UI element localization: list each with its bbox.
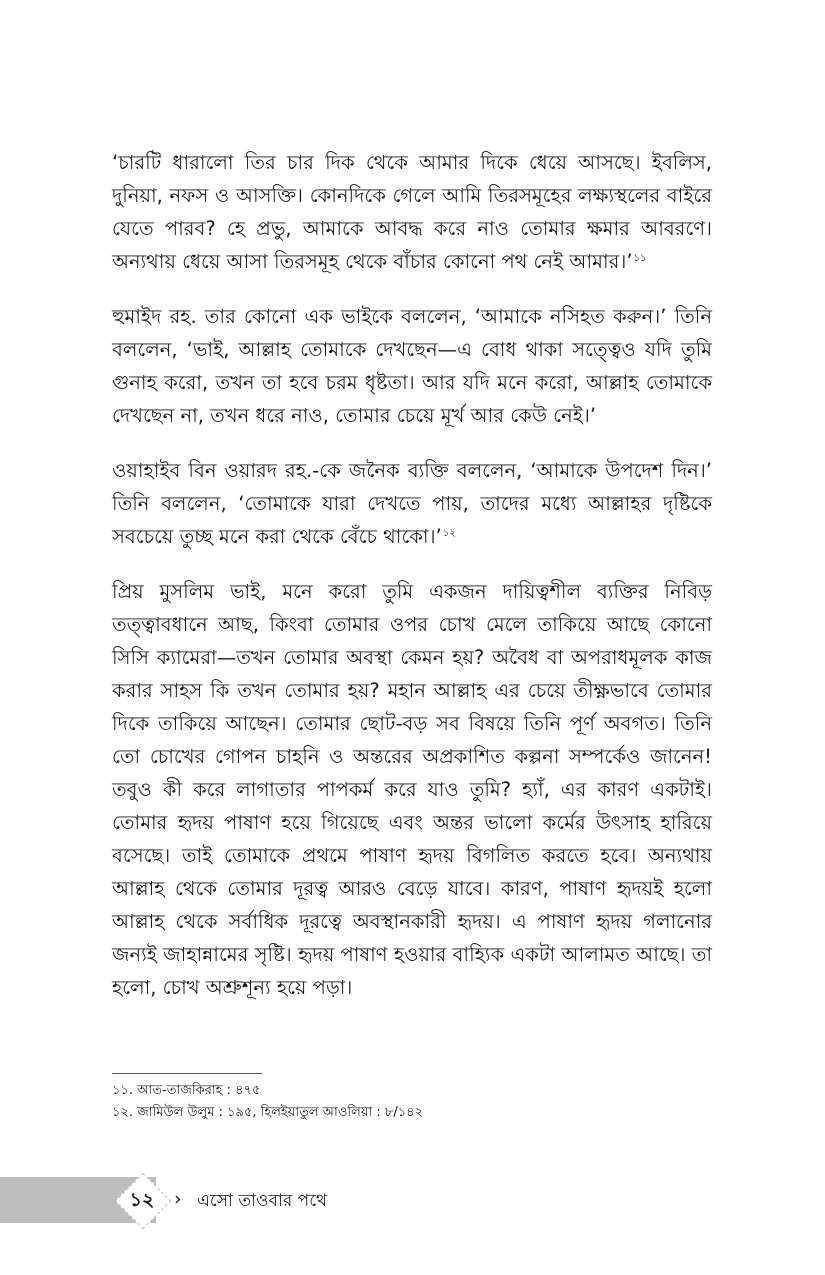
paragraph-4 xyxy=(112,575,712,1004)
footnote-12: ১২. জামিউল উলুম : ১৯৫, হিলইয়াতুল আওলিয়া : ৮/১৪২ xyxy=(112,1105,424,1120)
paragraph-text: ‘চারটি ধারালো তির চার দিক থেকে আমার দিকে ধেয়ে আসছে। ইবলিস, দুনিয়া, নফস ও আসক্তি। কোনদিকে গেলে আমি তিরসমূহের লক্ষ্যস্থলের বাইরে যেতে পারব? হে প্রভু, আমাকে আবদ্ধ করে নাও তোমার ক্ষমার আবরণে। অন্যথায় ধেয়ে আসা তিরসমূহ থেকে বাঁচার কোনো পথ নেই আমার।’ xyxy=(112,151,712,273)
chevron-right-icon: › xyxy=(174,1188,182,1210)
footnotes xyxy=(112,1080,712,1124)
footnote-11: ১১. আত-তাজকিরাহ : ৪৭৫ xyxy=(112,1083,261,1098)
running-book-title: এসো তাওবার পথে xyxy=(197,1191,328,1211)
paragraph-1 xyxy=(112,146,712,278)
paragraph-text: ওয়াহাইব বিন ওয়ারদ রহ.-কে জনৈক ব্যক্তি বললেন, ‘আমাকে উপদেশ দিন।’ তিনি বললেন, ‘তোমাকে যারা দেখতে পায়, তাদের মধ্যে আল্লাহর দৃষ্টিকে সবচেয়ে তুচ্ছ মনে করা থেকে বেঁচে থাকো।’ xyxy=(112,459,712,548)
page-body xyxy=(112,146,712,1026)
footnote-divider xyxy=(112,1073,262,1074)
footnote-ref[interactable]: ১১ xyxy=(633,252,647,264)
footnote-ref[interactable]: ১২ xyxy=(442,527,456,539)
page-number: ১২ xyxy=(129,1189,155,1211)
paragraph-text: প্রিয় মুসলিম ভাই, মনে করো তুমি একজন দায়িত্বশীল ব্যক্তির নিবিড় তত্ত্বাবধানে আছ, কিংবা তোমার ওপর চোখ মেলে তাকিয়ে আছে কোনো সিসি ক্যামেরা—তখন তোমার অবস্থা কেমন হয়? অবৈধ বা অপরাধমূলক কাজ করার সাহস কি তখন তোমার হয়? মহান আল্লাহ এর চেয়ে তীক্ষ্ণভাবে তোমার দিকে তাকিয়ে আছেন। তোমার ছোট-বড় সব বিষয়ে তিনি পূর্ণ অবগত। তিনি তো চোখের গোপন চাহনি ও অন্তরের অপ্রকাশিত কল্পনা সম্পর্কেও জানেন! তবুও কী করে লাগাতার পাপকর্ম করে যাও তুমি? হ্যাঁ, এর কারণ একটাই। তোমার হৃদয় পাষাণ হয়ে গিয়েছে এবং অন্তর ভালো কর্মের উৎসাহ হারিয়ে বসেছে। তাই তোমাকে প্রথমে পাষাণ হৃদয় বিগলিত করতে হবে। অন্যথায় আল্লাহ থেকে তোমার দূরত্ব আরও বেড়ে যাবে। কারণ, পাষাণ হৃদয়ই হলো আল্লাহ থেকে সর্বাধিক দূরত্বে অবস্থানকারী হৃদয়। এ পাষাণ হৃদয় গলানোর জন্যই জাহান্নামের সৃষ্টি। হৃদয় পাষাণ হওয়ার বাহ্যিক একটা আলামত আছে। তা হলো, চোখ অশ্রুশূন্য হয়ে পড়া। xyxy=(112,580,712,999)
paragraph-text: হুমাইদ রহ. তার কোনো এক ভাইকে বললেন, ‘আমাকে নসিহত করুন।’ তিনি বললেন, ‘ভাই, আল্লাহ তোমাকে দেখছেন—এ বোধ থাকা সত্ত্বেও যদি তুমি গুনাহ করো, তখন তা হবে চরম ধৃষ্টতা। আর যদি মনে করো, আল্লাহ তোমাকে দেখছেন না, তখন ধরে নাও, তোমার চেয়ে মূর্খ আর কেউ নেই।’ xyxy=(112,305,712,427)
paragraph-3 xyxy=(112,454,712,553)
paragraph-2 xyxy=(112,300,712,432)
